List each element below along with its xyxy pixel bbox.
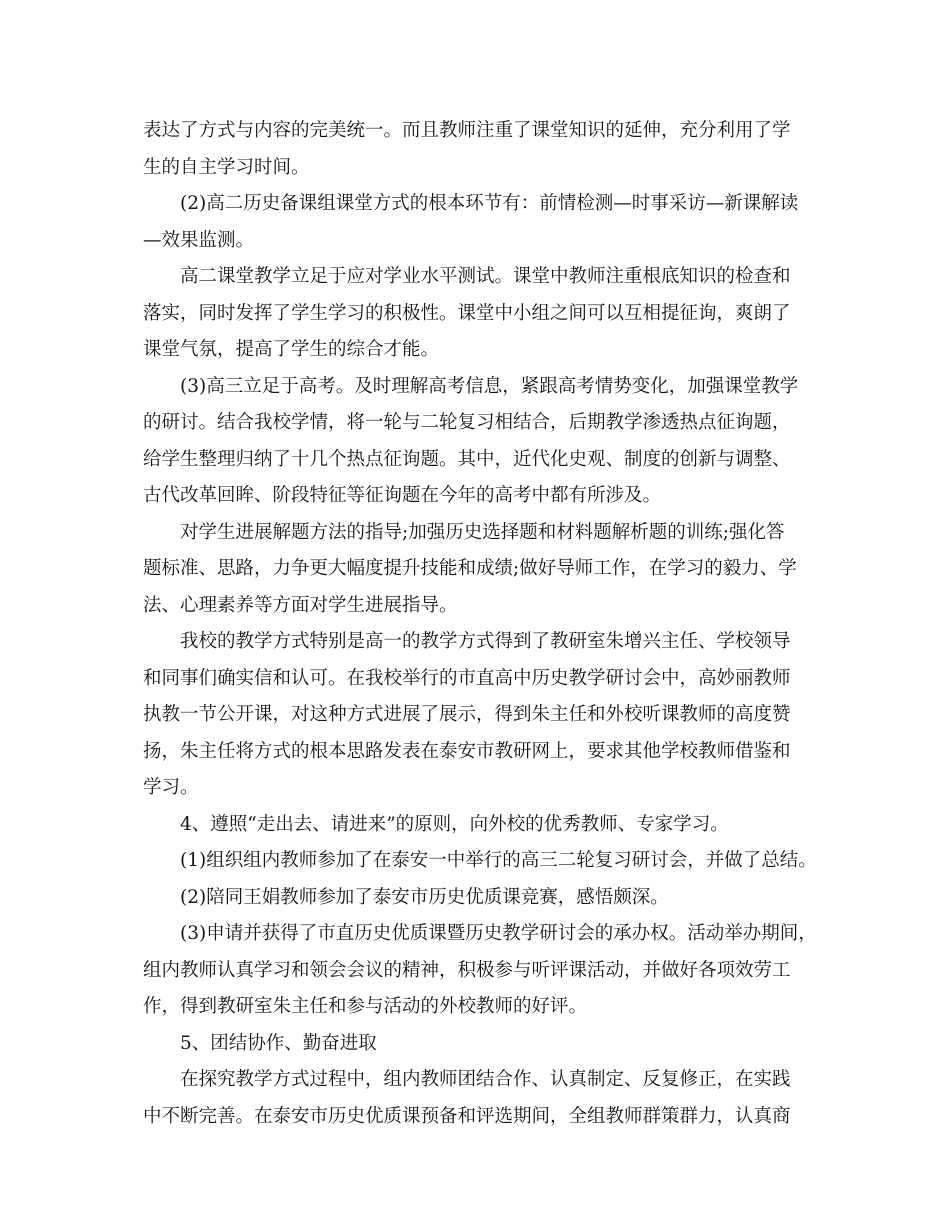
text-line: 法、心理素养等方面对学生进展指导。: [143, 594, 458, 616]
text-line: 中不断完善。在泰安市历史优质课预备和评选期间，全组教师群策群力，认真商: [143, 1105, 791, 1127]
text-line: 给学生整理归纳了十几个热点征询题。其中，近代化史观、制度的创新与调整、: [143, 448, 791, 470]
text-line: (2)高二历史备课组课堂方式的根本环节有：前情检测—时事采访—新课解读: [180, 193, 799, 214]
text-line: (1)组织组内教师参加了在泰安一中举行的高三二轮复习研讨会，并做了总结。: [180, 850, 817, 871]
text-line: 作，得到教研室朱主任和参与活动的外校教师的好评。: [143, 996, 588, 1017]
text-line: 课堂气氛，提高了学生的综合才能。: [143, 339, 440, 360]
document-body: [143, 113, 823, 1135]
text-line: 和同事们确实信和认可。在我校举行的市直高中历史教学研讨会中，高妙丽教师: [143, 667, 791, 689]
text-line: 的研讨。结合我校学情，将一轮与二轮复习相结合，后期教学渗透热点征询题，: [143, 412, 791, 433]
text-line: 执教一节公开课，对这种方式进展了展示，得到朱主任和外校听课教师的高度赞: [143, 704, 791, 725]
text-line: —效果监测。: [143, 229, 255, 251]
text-line: 表达了方式与内容的完美统一。而且教师注重了课堂知识的延伸，充分利用了学: [143, 120, 791, 141]
text-line: 学习。: [143, 777, 199, 798]
text-line: 对学生进展解题方法的指导;加强历史选择题和材料题解析题的训练;强化答: [180, 521, 785, 543]
text-line: 在探究教学方式过程中，组内教师团结合作、认真制定、反复修正，在实践: [180, 1069, 791, 1090]
text-line: 古代改革回眸、阶段特征等征询题在今年的高考中都有所涉及。: [143, 485, 662, 506]
text-line: 我校的教学方式特别是高一的教学方式得到了教研室朱增兴主任、学校领导: [180, 631, 791, 652]
text-line: 落实，同时发挥了学生学习的积极性。课堂中小组之间可以互相提征询，爽朗了: [143, 302, 791, 324]
text-line: 组内教师认真学习和领会会议的精神，积极参与听评课活动，并做好各项效劳工: [143, 959, 791, 981]
text-line: (3)申请并获得了市直历史优质课暨历史教学研讨会的承办权。活动举办期间，: [180, 923, 817, 944]
text-line: 5、团结协作、勤奋进取: [180, 1032, 377, 1054]
text-line: (3)高三立足于高考。及时理解高考信息，紧跟高考情势变化，加强课堂教学: [180, 375, 799, 397]
text-line: 高二课堂教学立足于应对学业水平测试。课堂中教师注重根底知识的检查和: [180, 266, 791, 287]
text-line: (2)陪同王娟教师参加了泰安市历史优质课竞赛，感悟颇深。: [180, 886, 669, 908]
text-line: 生的自主学习时间。: [143, 156, 310, 178]
text-line: 4、遵照“走出去、请进来”的原则，向外校的优秀教师、专家学习。: [180, 813, 729, 835]
text-line: 扬，朱主任将方式的根本思路发表在泰安市教研网上，要求其他学校教师借鉴和: [143, 740, 791, 762]
text-line: 题标准、思路，力争更大幅度提升技能和成绩;做好导师工作，在学习的毅力、学: [143, 558, 797, 579]
